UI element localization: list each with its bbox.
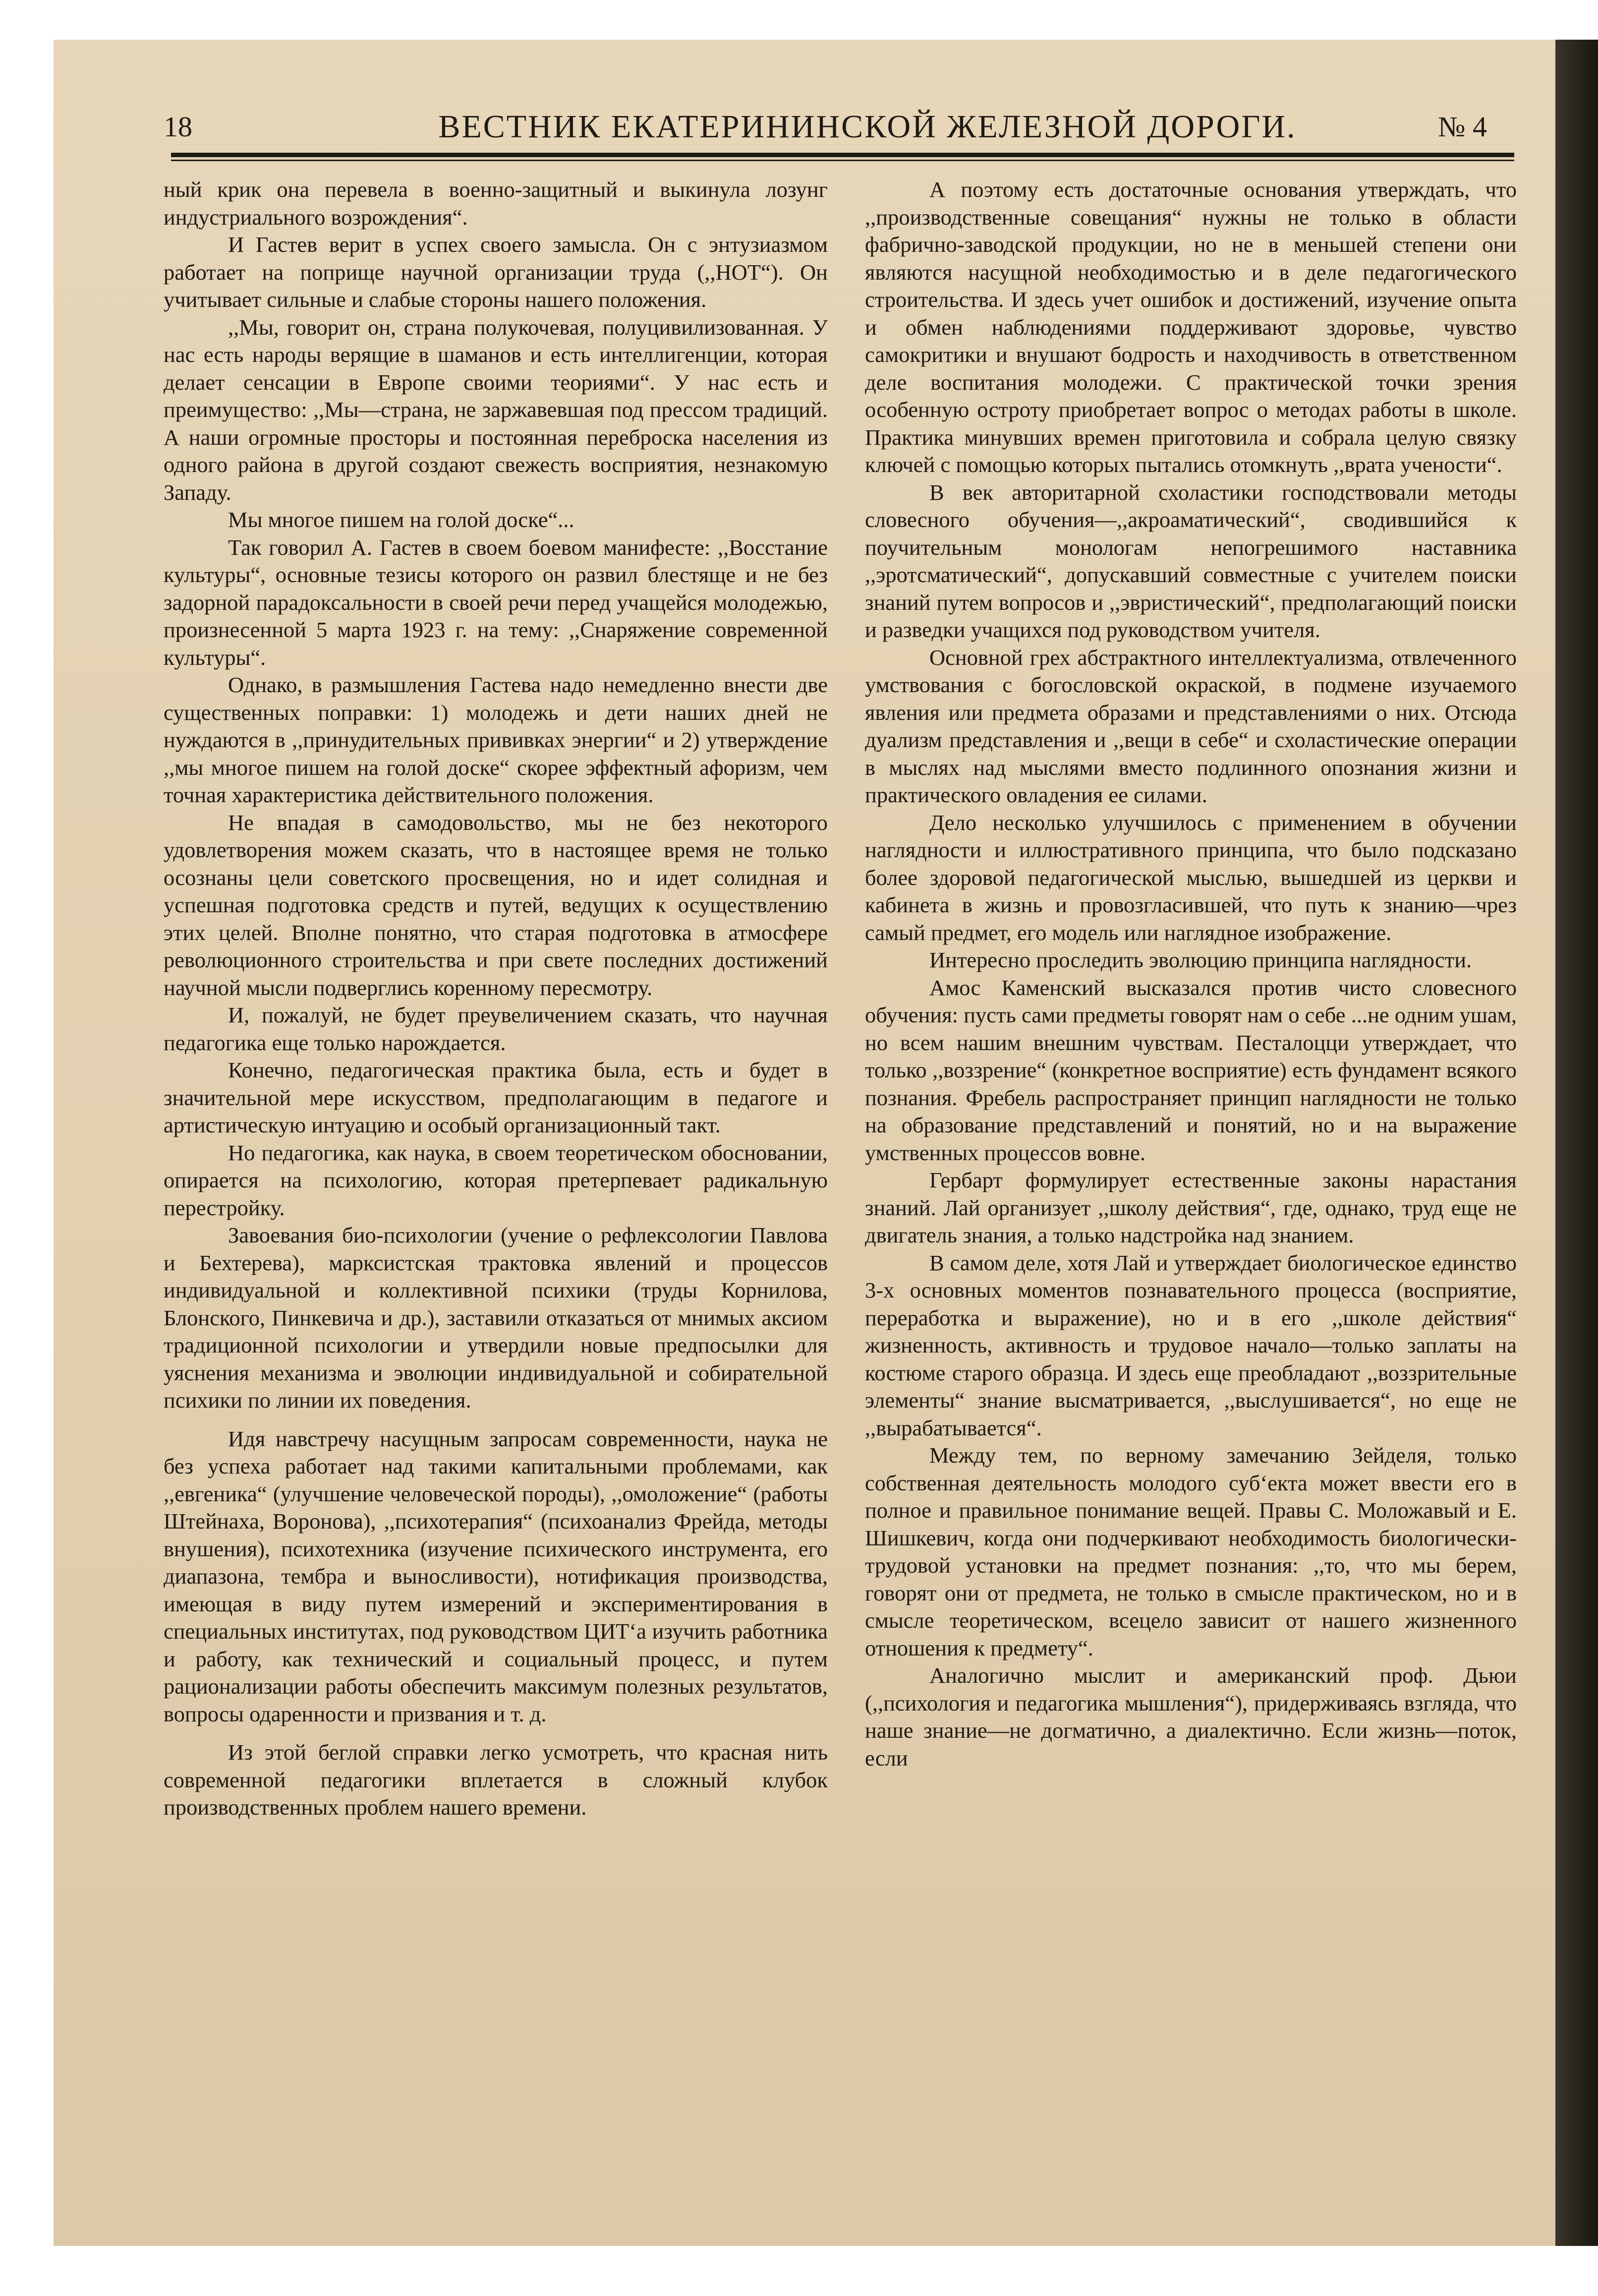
running-title: ВЕСТНИК ЕКАТЕРИНИНСКОЙ ЖЕЛЕЗНОЙ ДОРОГИ. [438, 109, 1297, 145]
paragraph: Не впадая в самодовольство, мы не без некоторого удовлетворения можем сказать, что в настоящее время не только осознаны цели советского просвещения, но и идет солидная и успешная подготовка средств и путей, ведущих к осуществлению этих целей. Вполне понятно, что старая подготовка в атмосфере революционного строительства и при свете последних достижений научной мысли подверглись коренному пересмотру. [164, 810, 828, 1000]
paragraph: И, пожалуй, не будет преувеличением сказать, что научная педагогика еще только нарождается. [164, 1002, 828, 1055]
page-header [164, 110, 1517, 150]
paragraph: Аналогично мыслит и американский проф. Дьюи (,,психология и педагогика мышления“), придерживаясь взгляда, что наше знание—не догматично, а диалектично. Если жизнь—поток, если [865, 1663, 1517, 1770]
paragraph: Однако, в размышления Гастева надо немедленно внести две существенных поправки: 1) молодежь и дети наших дней не нуждаются в ,,принудительных прививках энергии“ и 2) утверждение ,,мы многое пишем на голой доске“ скорее эффектный афоризм, чем точная характеристика действительного положения. [164, 672, 828, 807]
issue-number: № 4 [1438, 111, 1487, 143]
right-column [865, 176, 1517, 1772]
paragraph: Из этой беглой справки легко усмотреть, что красная нить современной педагогики вплетается в сложный клубок производственных проблем нашего времени. [164, 1740, 828, 1820]
paragraph: Интересно проследить эволюцию принципа наглядности. [929, 947, 1472, 972]
scan-background-bottom [0, 2246, 1598, 2296]
paragraph: ,,Мы, говорит он, страна полукочевая, полуцивилизованная. У нас есть народы верящие в шаманов и есть интеллигенции, которая делает сенсации в Европе своими теориями“. У нас есть и преимущество: ,,Мы—страна, не заржавевшая под прессом традиций. А наши огромные просторы и постоянная переброска населения из одного района в другой создают свежесть восприятия, незнакомую Западу. [164, 314, 828, 505]
scan-background-top [0, 0, 1598, 40]
paragraph: В век авторитарной схоластики господствовали методы словесного обучения—,,акроаматический“, сводившийся к поучительным монологам непогрешимого наставника ,,эротсматический“, допускавший совместные с учителем поиски знаний путем вопросов и ,,эвристический“, предполагающий поиски и разведки учащихся под руководством учителя. [865, 479, 1517, 642]
scan-background-left [0, 0, 54, 2296]
paragraph: Между тем, по верному замечанию Зейделя, только собственная деятельность молодого суб‘екта может ввести его в полное и правильное понимание вещей. Правы С. Моложавый и Е. Шишкевич, когда они подчеркивают необходимость биологически-трудовой установки на предмет познания: ,,то, что мы берем, говорят они от предмета, не только в смысле практическом, но и в смысле теоретическом, всецело зависит от нашего жизненного отношения к предмету“. [865, 1443, 1517, 1660]
paragraph: Мы многое пишем на голой доске“... [228, 507, 574, 532]
paragraph: Дело несколько улучшилось с применением в обучении наглядности и иллюстративного принципа, что было подсказано более здоровой педагогической мыслью, вышедшей из церкви и кабинета в жизнь и провозгласившей, что путь к знанию—чрез самый предмет, его модель или наглядное изображение. [865, 810, 1517, 945]
left-column [164, 176, 828, 1822]
paragraph: Амос Каменский высказался против чисто словесного обучения: пусть сами предметы говорят нам о себе ...не одним ушам, но всем нашим внешним чувствам. Песталоцци утверждает, что только ,,воззрение“ (конкретное восприятие) есть фундамент всякого познания. Фребель распространяет принцип наглядности не только на образование представлений и понятий, но и на выражение умственных процессов вовне. [865, 975, 1517, 1165]
paragraph: ный крик она перевела в военно-защитный и выкинула лозунг индустриального возрождения“. [164, 177, 828, 230]
paragraph: Конечно, педагогическая практика была, есть и будет в значительной мере искусством, предполагающим в педагоге и артистическую интуацию и особый организационный такт. [164, 1058, 828, 1137]
paragraph: В самом деле, хотя Лай и утверждает биологическое единство 3-х основных моментов познавательного процесса (восприятие, переработка и выражение), но и в его ,,школе действия“ жизненность, активность и трудовое начало—только заплаты на костюме старого образца. И здесь еще преобладают ,,воззрительные элементы“ знание высматривается, ,,выслушивается“, но еще не ,,вырабатывается“. [865, 1250, 1517, 1440]
paragraph: А поэтому есть достаточные основания утверждать, что ,,производственные совещания“ нужны не только в области фабрично-заводской продукции, но не в меньшей степени они являются насущной необходимостью и в деле педагогического строительства. И здесь учет ошибок и достижений, изучение опыта и обмен наблюдениями поддерживают здоровье, чувство самокритики и внушают бодрость и находчивость в ответственном деле воспитания молодежи. С практической точки зрения особенную остроту приобретает вопрос о методах работы в школе. Практика минувших времен приготовила и собрала целую связку ключей с помощью которых пытались отомкнуть ,,врата учености“. [865, 177, 1517, 477]
header-rule-thin [171, 160, 1514, 161]
paragraph: Но педагогика, как наука, в своем теоретическом обосновании, опирается на психологию, которая претерпевает радикальную перестройку. [164, 1140, 828, 1220]
paragraph: Идя навстречу насущным запросам современности, наука не без успеха работает над такими капитальными проблемами, как ,,евгеника“ (улучшение человеческой породы), ,,омоложение“ (работы Штейнаха, Воронова), ,,психотерапия“ (психоанализ Фрейда, методы внушения), психотехника (изучение психического инструмента, его диапазона, тембра и выносливости), нотификация производства, имеющая в виду путем измерений и экспериментирования в специальных институтах, под руководством ЦИТ‘а изучить работника и работу, как технический и социальный процесс, и путем рационализации работы обеспечить максимум полезных результатов, вопросы одаренности и призвания и т. д. [164, 1426, 828, 1726]
page-binding-shadow [1555, 40, 1598, 2246]
paragraph: Так говорил А. Гастев в своем боевом манифесте: ,,Восстание культуры“, основные тезисы которого он развил блестяще и не без задорной парадоксальности в своей речи перед учащейся молодежью, произнесенной 5 марта 1923 г. на тему: ,,Снаряжение современной культуры“. [164, 534, 828, 670]
paragraph: Завоевания био-психологии (учение о рефлексологии Павлова и Бехтерева), марксистская трактовка явлений и процессов индивидуальной и коллективной психики (труды Корнилова, Блонского, Пинкевича и др.), заставили отказаться от мнимых аксиом традиционной психологии и утвердили новые предпосылки для уяснения механизма и эволюции индивидуальной и собирательной психики по линии их поведения. [164, 1223, 828, 1413]
header-rule-thick [171, 153, 1514, 157]
page-number: 18 [164, 111, 192, 143]
paragraph: Основной грех абстрактного интеллектуализма, отвлеченного умствования с богословской окраской, в подмене изучаемого явления или предмета образами и представлениями о них. Отсюда дуализм представления и ,,вещи в себе“ и схоластические операции в мыслях над мыслями вместо подлинного опознания жизни и практического овладения ее силами. [865, 645, 1517, 807]
paragraph: И Гастев верит в успех своего замысла. Он с энтузиазмом работает на поприще научной организации труда (,,НОТ“). Он учитывает сильные и слабые стороны нашего положения. [164, 232, 828, 312]
paragraph: Гербарт формулирует естественные законы нарастания знаний. Лай организует ,,школу действия“, где, однако, труд еще не двигатель знания, а только надстройка над знанием. [865, 1168, 1517, 1247]
